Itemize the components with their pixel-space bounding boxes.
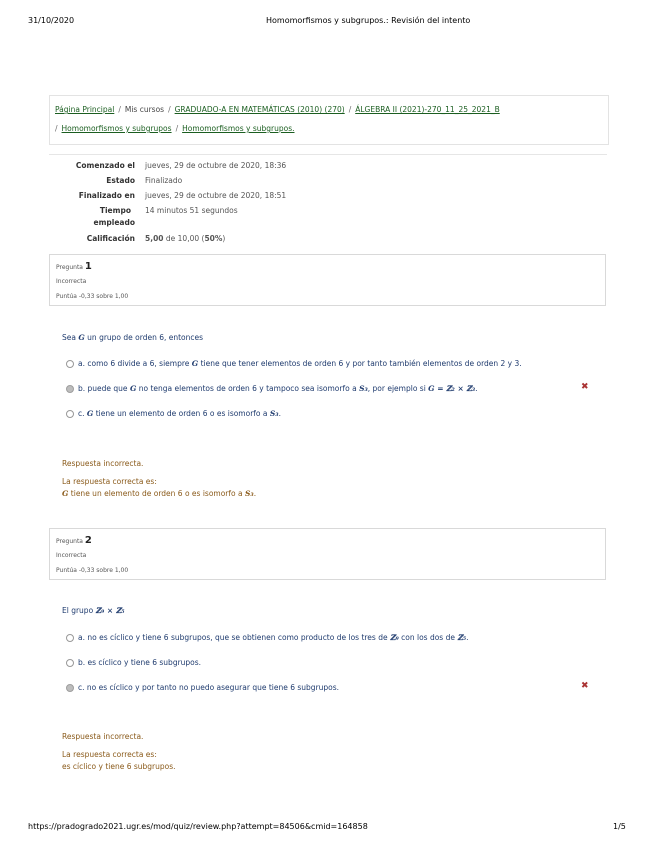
radio-button[interactable] (66, 659, 74, 667)
wrong-answer-icon: ✖ (581, 382, 589, 392)
breadcrumb-course-link[interactable]: GRADUADO-A EN MATEMÁTICAS (2010) (270) (174, 105, 345, 114)
question-2-text: El grupo ℤ₉ × ℤ₅ (62, 606, 125, 615)
question-state: Incorrecta (56, 278, 87, 285)
breadcrumb-quiz-link[interactable]: Homomorfismos y subgrupos. (182, 124, 295, 133)
radio-button[interactable] (66, 360, 74, 368)
question-number: 2 (84, 535, 92, 546)
question-2-option-c[interactable]: c. no es cíclico y por tanto no puedo asegurar que tiene 6 subgrupos. (66, 683, 339, 692)
question-1-option-b[interactable]: b. puede que G no tenga elementos de orden 6 y tampoco sea isomorfo a S₃, por ejemplo si G = ℤ₂ × ℤ₃. (66, 384, 478, 393)
question-number: 1 (84, 261, 92, 272)
question-1-info: Pregunta 1 Incorrecta Puntúa -0,33 sobre 1,00 (49, 254, 606, 306)
question-2-correct-intro: La respuesta correcta es: (62, 750, 157, 759)
radio-button-selected[interactable] (66, 684, 74, 692)
radio-button[interactable] (66, 634, 74, 642)
question-1-option-c[interactable]: c. G tiene un elemento de orden 6 o es isomorfo a S₃. (66, 409, 281, 418)
question-2-correct-answer: es cíclico y tiene 6 subgrupos. (62, 762, 176, 771)
question-2-option-a[interactable]: a. no es cíclico y tiene 6 subgrupos, que se obtienen como producto de los tres de ℤ₉ con los dos de ℤ₅. (66, 633, 469, 642)
question-mark: Puntúa -0,33 sobre 1,00 (56, 293, 129, 300)
radio-button[interactable] (66, 410, 74, 418)
question-2-option-b[interactable]: b. es cíclico y tiene 6 subgrupos. (66, 658, 201, 667)
attempt-summary-table: Comenzado el jueves, 29 de octubre de 2020, 18:36 Estado Finalizado Finalizado en jueves, 29 de octubre de 2020, 18:51 Tiempo empleado 14 minutos 51 segundos Calificación 5,00 de 10,00 (50%) (49, 154, 607, 251)
question-1-option-a[interactable]: a. como 6 divide a 6, siempre G tiene que tener elementos de orden 6 y por tanto también elementos de orden 2 y 3. (66, 359, 522, 368)
print-page-number: 1/5 (613, 822, 626, 831)
breadcrumb-my-courses: Mis cursos (124, 105, 165, 114)
question-1-correct-answer: G tiene un elemento de orden 6 o es isomorfo a S₃. (62, 489, 257, 498)
breadcrumb-section-link[interactable]: Homomorfismos y subgrupos (61, 124, 172, 133)
breadcrumb-subject-link[interactable]: ÁLGEBRA II (2021)-270_11_25_2021_B (355, 105, 500, 114)
radio-button-selected[interactable] (66, 385, 74, 393)
question-2-info: Pregunta 2 Incorrecta Puntúa -0,33 sobre 1,00 (49, 528, 606, 580)
breadcrumb-home-link[interactable]: Página Principal (55, 105, 115, 114)
question-state: Incorrecta (56, 552, 87, 559)
breadcrumb: Página Principal / Mis cursos / GRADUADO-A EN MATEMÁTICAS (2010) (270) / ÁLGEBRA II (2021)-270_11_25_2021_B / Homomorfismos y subgrupos / Homomorfismos y subgrupos. (49, 95, 609, 145)
grade-score: 5,00 (145, 234, 164, 243)
question-mark: Puntúa -0,33 sobre 1,00 (56, 567, 129, 574)
print-date: 31/10/2020 (28, 16, 75, 25)
wrong-answer-icon: ✖ (581, 681, 589, 691)
question-1-text: Sea G un grupo de orden 6, entonces (62, 333, 204, 342)
question-1-feedback: Respuesta incorrecta. (62, 459, 144, 468)
question-2-feedback: Respuesta incorrecta. (62, 732, 144, 741)
question-1-correct-intro: La respuesta correcta es: (62, 477, 157, 486)
print-url: https://pradogrado2021.ugr.es/mod/quiz/review.php?attempt=84506&cmid=164858 (28, 822, 368, 831)
print-title: Homomorfismos y subgrupos.: Revisión del intento (266, 16, 471, 25)
